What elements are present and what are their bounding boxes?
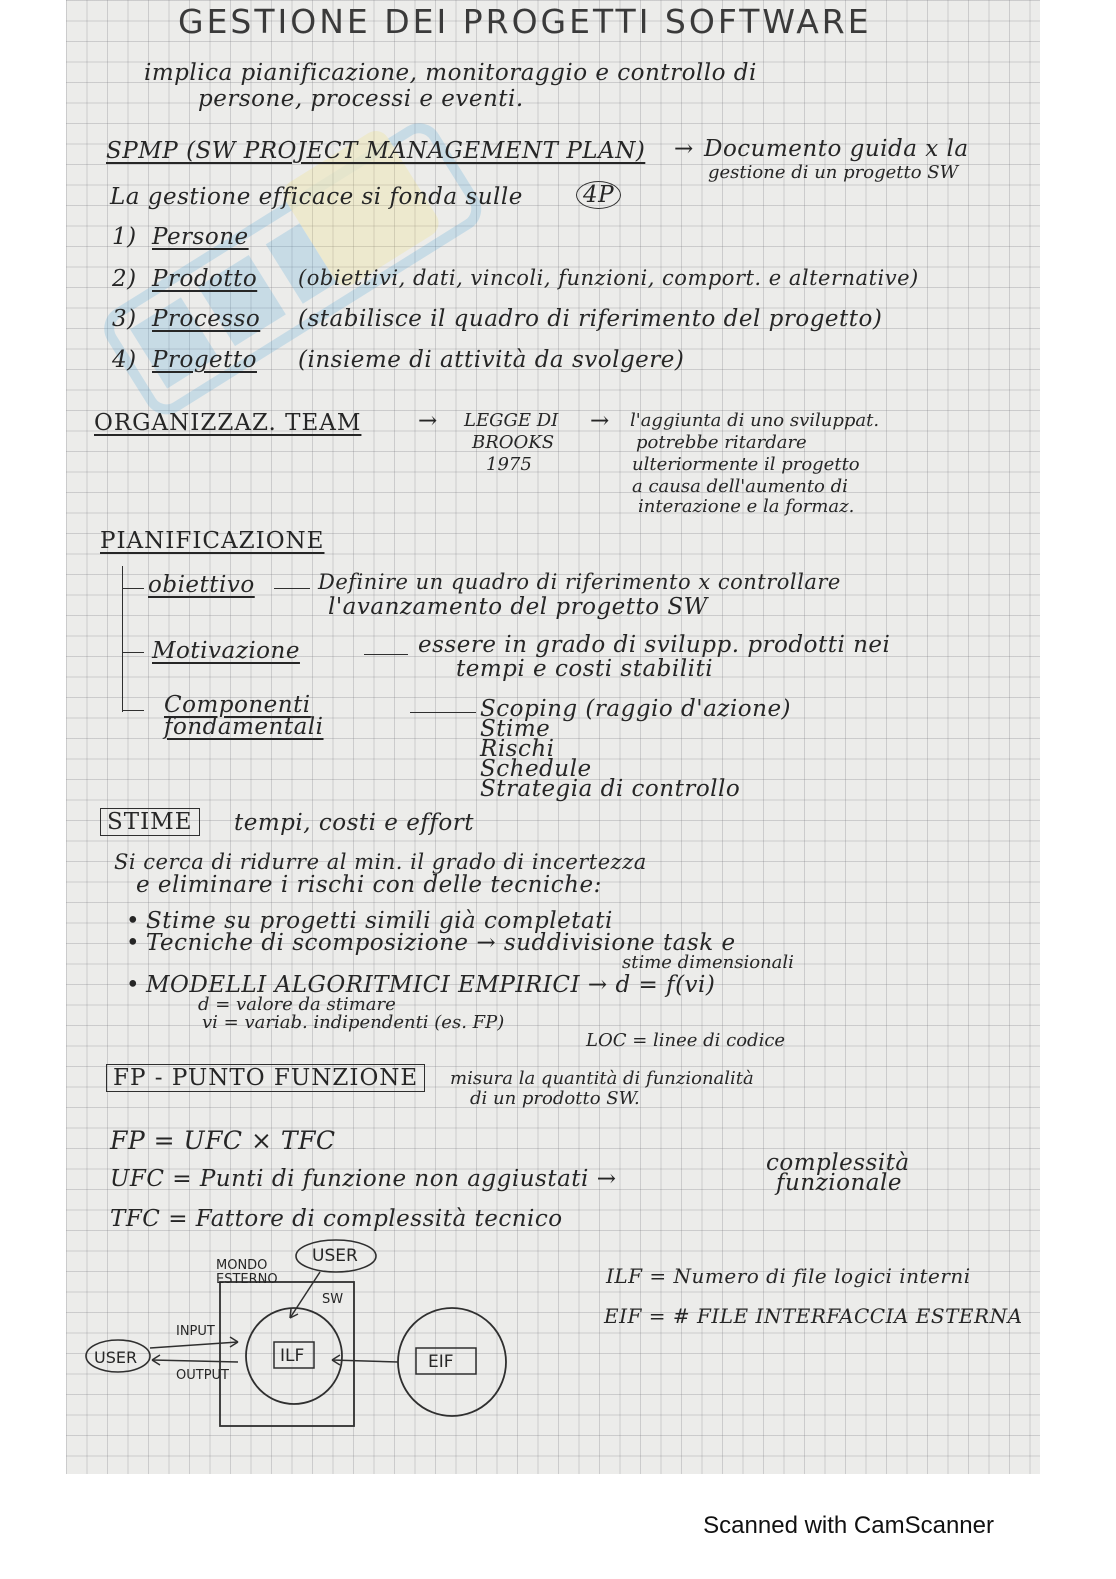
stime-sub: tempi, costi e effort — [234, 810, 474, 836]
scanner-footer: Scanned with CamScanner — [703, 1512, 994, 1539]
four-p-item-4-label: Progetto — [152, 347, 257, 373]
four-p-item-3-num: 3) — [112, 306, 137, 332]
def-eif: EIF = # FILE INTERFACCIA ESTERNA — [604, 1304, 1023, 1328]
planning-value-2a: essere in grado di svilupp. prodotti nei — [418, 632, 891, 658]
fp-formula: FP = UFC × TFC — [110, 1126, 336, 1155]
four-p-item-3-label: Processo — [152, 306, 261, 332]
fp-tfc: TFC = Fattore di complessità tecnico — [110, 1206, 563, 1232]
spmp-label: SPMP (SW PROJECT MANAGEMENT PLAN) — [106, 138, 646, 164]
brooks-desc-3: ulteriormente il progetto — [632, 454, 860, 475]
diagram-output: OUTPUT — [176, 1368, 229, 1383]
def-ilf: ILF = Numero di file logici interni — [606, 1264, 971, 1288]
diagram-user-top: USER — [312, 1246, 358, 1266]
brooks-law-line-2: BROOKS — [472, 432, 555, 453]
fp-diagram — [66, 0, 1040, 1474]
user-to-ilf-arrowhead — [290, 1309, 298, 1318]
fp-ufc: UFC = Punti di funzione non aggiustati → — [110, 1166, 617, 1192]
four-p-item-4-detail: (insieme di attività da svolgere) — [298, 347, 685, 373]
component-stime: Stime — [480, 716, 551, 742]
four-p-intro: La gestione efficace si fonda sulle — [110, 184, 523, 210]
page-title: GESTIONE DEI PROGETTI SOFTWARE — [178, 2, 872, 41]
diagram-input: INPUT — [176, 1324, 215, 1339]
intro-line-1: implica pianificazione, monitoraggio e controllo di — [144, 60, 757, 86]
team-arrow-1: → — [418, 408, 438, 434]
fp-label: FP - PUNTO FUNZIONE — [106, 1064, 425, 1092]
four-p-item-2-num: 2) — [112, 266, 137, 292]
planning-label: PIANIFICAZIONE — [100, 528, 325, 554]
notebook-page — [66, 0, 1040, 1474]
fp-desc-2: di un prodotto SW. — [470, 1088, 640, 1109]
spmp-desc-2: gestione di un progetto SW — [708, 162, 959, 183]
diagram-user-left: USER — [94, 1348, 138, 1367]
planning-key-3: Componenti fondamentali — [164, 692, 324, 740]
component-rischi: Rischi — [480, 736, 555, 762]
planning-value-1a: Definire un quadro di riferimento x controllare — [318, 570, 841, 594]
stime-bullet-2-cont: stime dimensionali — [622, 952, 794, 973]
user-to-ilf-line — [290, 1272, 320, 1318]
spmp-desc-1: Documento guida x la — [704, 136, 969, 162]
stime-label: STIME — [100, 808, 200, 836]
output-line — [152, 1360, 238, 1362]
four-p-badge: 4P — [576, 181, 621, 209]
intro-line-2: persone, processi e eventi. — [198, 86, 524, 112]
four-p-item-2-detail: (obiettivi, dati, vincoli, funzioni, comport. e alternative) — [298, 266, 919, 290]
four-p-item-2-label: Prodotto — [152, 266, 258, 292]
input-line — [150, 1342, 238, 1348]
bullet-1-icon: • — [126, 908, 141, 934]
planning-key-1: obiettivo — [148, 572, 255, 598]
four-p-item-3-detail: (stabilisce il quadro di riferimento del progetto) — [298, 306, 883, 332]
diagram-mondo: MONDO — [216, 1258, 268, 1273]
stime-def-d: d = valore da stimare — [198, 994, 396, 1015]
planning-key-2: Motivazione — [152, 638, 300, 664]
spmp-arrow: → — [674, 136, 694, 162]
fp-ufc-note-2: funzionale — [776, 1170, 902, 1196]
stime-bullet-1: Stime su progetti simili già completati — [146, 908, 613, 934]
stime-para-1: Si cerca di ridurre al min. il grado di incertezza — [114, 850, 647, 874]
bullet-3-icon: • — [126, 972, 141, 998]
component-scoping: Scoping (raggio d'azione) — [480, 696, 792, 722]
brooks-desc-1: l'aggiunta di uno sviluppat. — [630, 410, 880, 431]
four-p-item-1-num: 1) — [112, 224, 137, 250]
fp-desc-1: misura la quantità di funzionalità — [450, 1068, 754, 1089]
brooks-desc-4: a causa dell'aumento di — [632, 476, 848, 497]
diagram-esterno: ESTERNO — [216, 1272, 278, 1287]
brooks-law-year: 1975 — [486, 454, 532, 475]
stime-bullet-3: MODELLI ALGORITMICI EMPIRICI → d = f(vi) — [146, 972, 716, 998]
diagram-eif: EIF — [428, 1352, 454, 1372]
brooks-law-line-1: LEGGE DI — [464, 410, 559, 431]
diagram-ilf: ILF — [280, 1346, 305, 1366]
component-schedule: Schedule — [480, 756, 592, 782]
bullet-2-icon: • — [126, 930, 141, 956]
team-arrow-2: → — [590, 408, 610, 434]
stime-bullet-2: Tecniche di scomposizione → suddivisione task e — [146, 930, 736, 956]
planning-value-1b: l'avanzamento del progetto SW — [328, 594, 708, 620]
brooks-desc-5: interazione e la formaz. — [638, 496, 855, 517]
four-p-item-4-num: 4) — [112, 347, 137, 373]
brooks-desc-2: potrebbe ritardare — [636, 432, 807, 453]
fp-ufc-note-1: complessità — [766, 1150, 910, 1176]
planning-value-2b: tempi e costi stabiliti — [456, 656, 714, 682]
component-strategia: Strategia di controllo — [480, 776, 741, 802]
stime-para-2: e eliminare i rischi con delle tecniche: — [136, 872, 602, 898]
team-label: ORGANIZZAZ. TEAM — [94, 410, 362, 436]
stime-def-vi: vi = variab. indipendenti (es. FP) — [202, 1012, 505, 1033]
diagram-sw: SW — [322, 1292, 344, 1307]
stime-def-loc: LOC = linee di codice — [586, 1030, 786, 1051]
four-p-item-1-label: Persone — [152, 224, 249, 250]
